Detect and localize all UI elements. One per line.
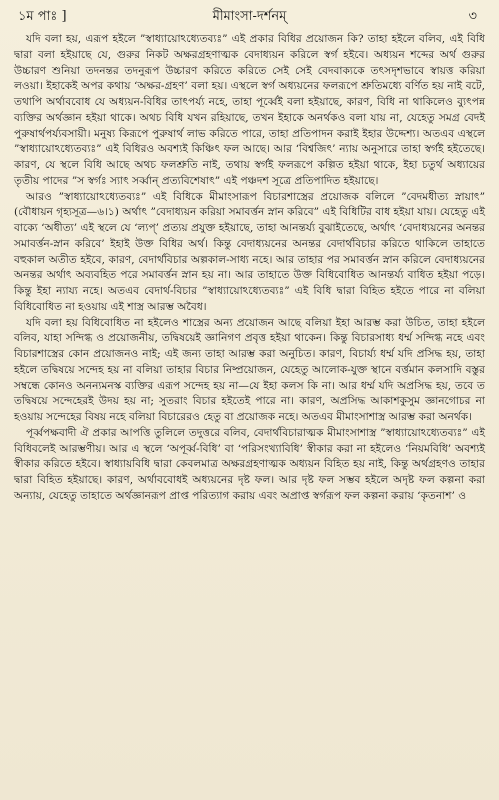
body-text — [14, 32, 485, 505]
running-header — [14, 6, 485, 28]
page-number: ৩ — [468, 9, 477, 24]
book-title: মীমাংসা-দর্শনম্ — [212, 9, 287, 24]
chapter-marker: ১ম পাঃ ] — [18, 9, 67, 24]
paragraph: পূর্ব্বপক্ষবাদী ঐ প্রকার আপত্তি তুলিলে তদুত্তরে বলিব, বেদার্থবিচারাত্মক মীমাংসাশাস্ত্র ”স্বাধ্যায়োঽধ্যেতব্যঃ” এই বিধিবলেই আরম্ভণীয়। আর এ স্থলে ‘অপূর্ব্ব-বিধি’ বা ‘পরিসংখ্যাবিধি’ স্বীকার করা না হইলেও ‘নিয়মবিধি’ অবশ্যই স্বীকার করিতে হইবে। স্বাধ্যায়বিধি দ্বারা কেবলমাত্র অক্ষরগ্রহণাত্মক অধ্যয়ন বিহিত হয় নাই, কিন্তু অর্থগ্রহণও তাহার দ্বারা বিহিত হইয়াছে। কারণ, অর্থাববোধই অধ্যয়নের দৃষ্ট ফল। আর দৃষ্ট ফল সম্ভব হইলে অদৃষ্ট ফল কল্পনা করা অন্যায়, যেহেতু তাহাতে অর্থজ্ঞানরূপ প্রাপ্ত পরিত্যাগ করায় এবং অপ্রাপ্ত স্বর্গরূপ ফল কল্পনা করায় ‘কৃতনাশ’ ও — [14, 426, 485, 502]
paragraph: যদি বলা হয় বিধিবোধিত না হইলেও শাস্ত্রের অন্য প্রয়োজন আছে বলিয়া ইহা আরম্ভ করা উচিত, তাহা হইলে বলিব, যাহা সন্দিগ্ধ ও প্রয়োজনীয়, তদ্বিষয়েই জ্ঞানিগণ প্রবৃত্ত হইয়া থাকেন। কিন্তু বিচারসাধ্য ধর্ম্ম সন্দিগ্ধ নহে এবং বিচারশাস্ত্রের কোন প্রয়োজনও নাই; এই জন্য তাহা আরম্ভ করা অনুচিত। কারণ, বিচার্য্য ধর্ম্ম যদি প্রসিদ্ধ হয়, তাহা হইলে তদ্বিষয়ে সন্দেহ হয় না বলিয়া তাহার বিচার নিষ্প্রয়োজন, যেহেতু আলোক-যুক্ত স্থানে বর্ত্তমান কলসাদি বস্তুর সম্বন্ধে কোনও অনন্যমনস্ক ব্যক্তির এরূপ সন্দেহ হয় না—যে ইহা কলস কি না। আর ধর্ম্ম যদি অপ্রসিদ্ধ হয়, তবে ত তদ্বিষয়ে সন্দেহেরই উদয় হয় না; সুতরাং বিচার হইতেই পারে না। কারণ, অপ্রসিদ্ধ আকাশকুসুম জ্ঞানগোচর না হওয়ায় সন্দেহের বিষয় নহে বলিয়া বিচারেরও হেতু বা প্রয়োজক নহে। অতএব মীমাংসাশাস্ত্র আরম্ভ করা অনর্থক। — [14, 316, 485, 423]
paragraph: যদি বলা হয়, এরূপ হইলে ”স্বাধ্যায়োঽধ্যেতব্যঃ” এই প্রকার বিধির প্রয়োজন কি? তাহা হইলে বলিব, এই বিধি দ্বারা বলা হইয়াছে যে, গুরুর নিকট অক্ষরগ্রহণাত্মক বেদাধ্যয়ন করিলে স্বর্গ হইবে। অধ্যয়ন শব্দের অর্থ গুরুর উচ্চারণ শুনিয়া তদনন্তর তদনুরূপ উচ্চারণ করিতে করিতে সেই সেই বেদবাক্যকে তৎসদৃশভাবে স্বায়ত্ত করিয়া লওয়া। ইহাকেই অপর কথায় ‘অক্ষর-গ্রহণ’ বলা হয়। এস্থলে স্বর্গ অধ্যয়নের ফলরূপে শ্রুতিমধ্যে বর্ণিত হয় নাই বটে, তথাপি অর্থাববোধ যে অধ্যয়ন-বিধির তাৎপর্য্য নহে, তাহা পূর্ব্বেই বলা হইয়াছে, কারণ, বিধি না থাকিলেও ব্যুৎপন্ন ব্যক্তির অর্থজ্ঞান হইয়া থাকে। অথচ বিধি যখন রহিয়াছে, তখন ইহাকে অনর্থকও বলা যায় না, যেহেতু সমগ্র বেদই পুরুষার্থপর্য্যবসায়ী। মনুষ্য কিরূপে পুরুষার্থ লাভ করিতে পারে, তাহা প্রতিপাদন করাই ইহার উদ্দেশ্য। অতএব এস্থলে ”স্বাধ্যায়োঽধ্যেতব্যঃ” এই বিধিরও অবশ্যই কিঞ্চিৎ ফল আছে। আর ‘বিশ্বজিৎ’ ন্যায় অনুসারে তাহা স্বর্গই হইতেছে। কারণ, যে স্থলে বিধি আছে অথচ ফলশ্রুতি নাই, তথায় স্বর্গই ফলরূপে কল্পিত হইয়া থাকে, ইহা চতুর্থ অধ্যায়ের তৃতীয় পাদের ”স স্বর্গঃ স্যাৎ সর্ব্বান্ প্রত্যবিশেষাৎ” এই পঞ্চদশ সূত্রে প্রতিপাদিত হইয়াছে। — [14, 33, 485, 187]
paragraph: আরও ”স্বাধ্যায়োঽধ্যেতব্যঃ” এই বিধিকে মীমাংসারূপ বিচারশাস্ত্রের প্রয়োজক বলিলে ”বেদমধীত্য স্নায়াৎ” (বৌধায়ন গৃহ্যসূত্র—৬।১) অর্থাৎ ”বেদাধ্যয়ন করিয়া সমাবর্ত্তন স্নান করিবে” এই বিধিটির বাধ হইয়া যায়। যেহেতু এই বাক্যে ‘অধীত্য’ এই স্থলে যে ‘ল্যপ্’ প্রত্যয় প্রযুক্ত হইয়াছে, তাহা আনন্তর্য্য বুঝাইতেছে, অর্থাৎ ‘বেদাধ্যয়নের অনন্তর সমাবর্ত্তন-স্নান করিবে’ ইহাই উক্ত বিধির অর্থ। কিন্তু বেদাধ্যয়নের অনন্তর বেদার্থবিচার করিতে থাকিলে তাহাতে বহুকাল অতীত হইবে, কারণ, বেদার্থবিচার অল্পকাল-সাধ্য নহে। আর তাহার পর সমাবর্ত্তন স্নান করিলে বেদাধ্যয়নের অনন্তর অর্থাৎ অব্যবহিত পরে সমাবর্ত্তন স্নান হয় না। আর তাহাতে উক্ত বিধিবোধিত আনন্তর্য্য বাধিত হইয়া পড়ে। কিন্তু ইহা ন্যায্য নহে। অতএব বেদার্থ-বিচার ”স্বাধ্যায়োঽধ্যেতব্যঃ” এই বিধি দ্বারা বিহিত হইতে পারে না বলিয়া বিধিবোধিত না হওয়ায় এই শাস্ত্র আরম্ভ অবৈধ। — [14, 190, 485, 313]
